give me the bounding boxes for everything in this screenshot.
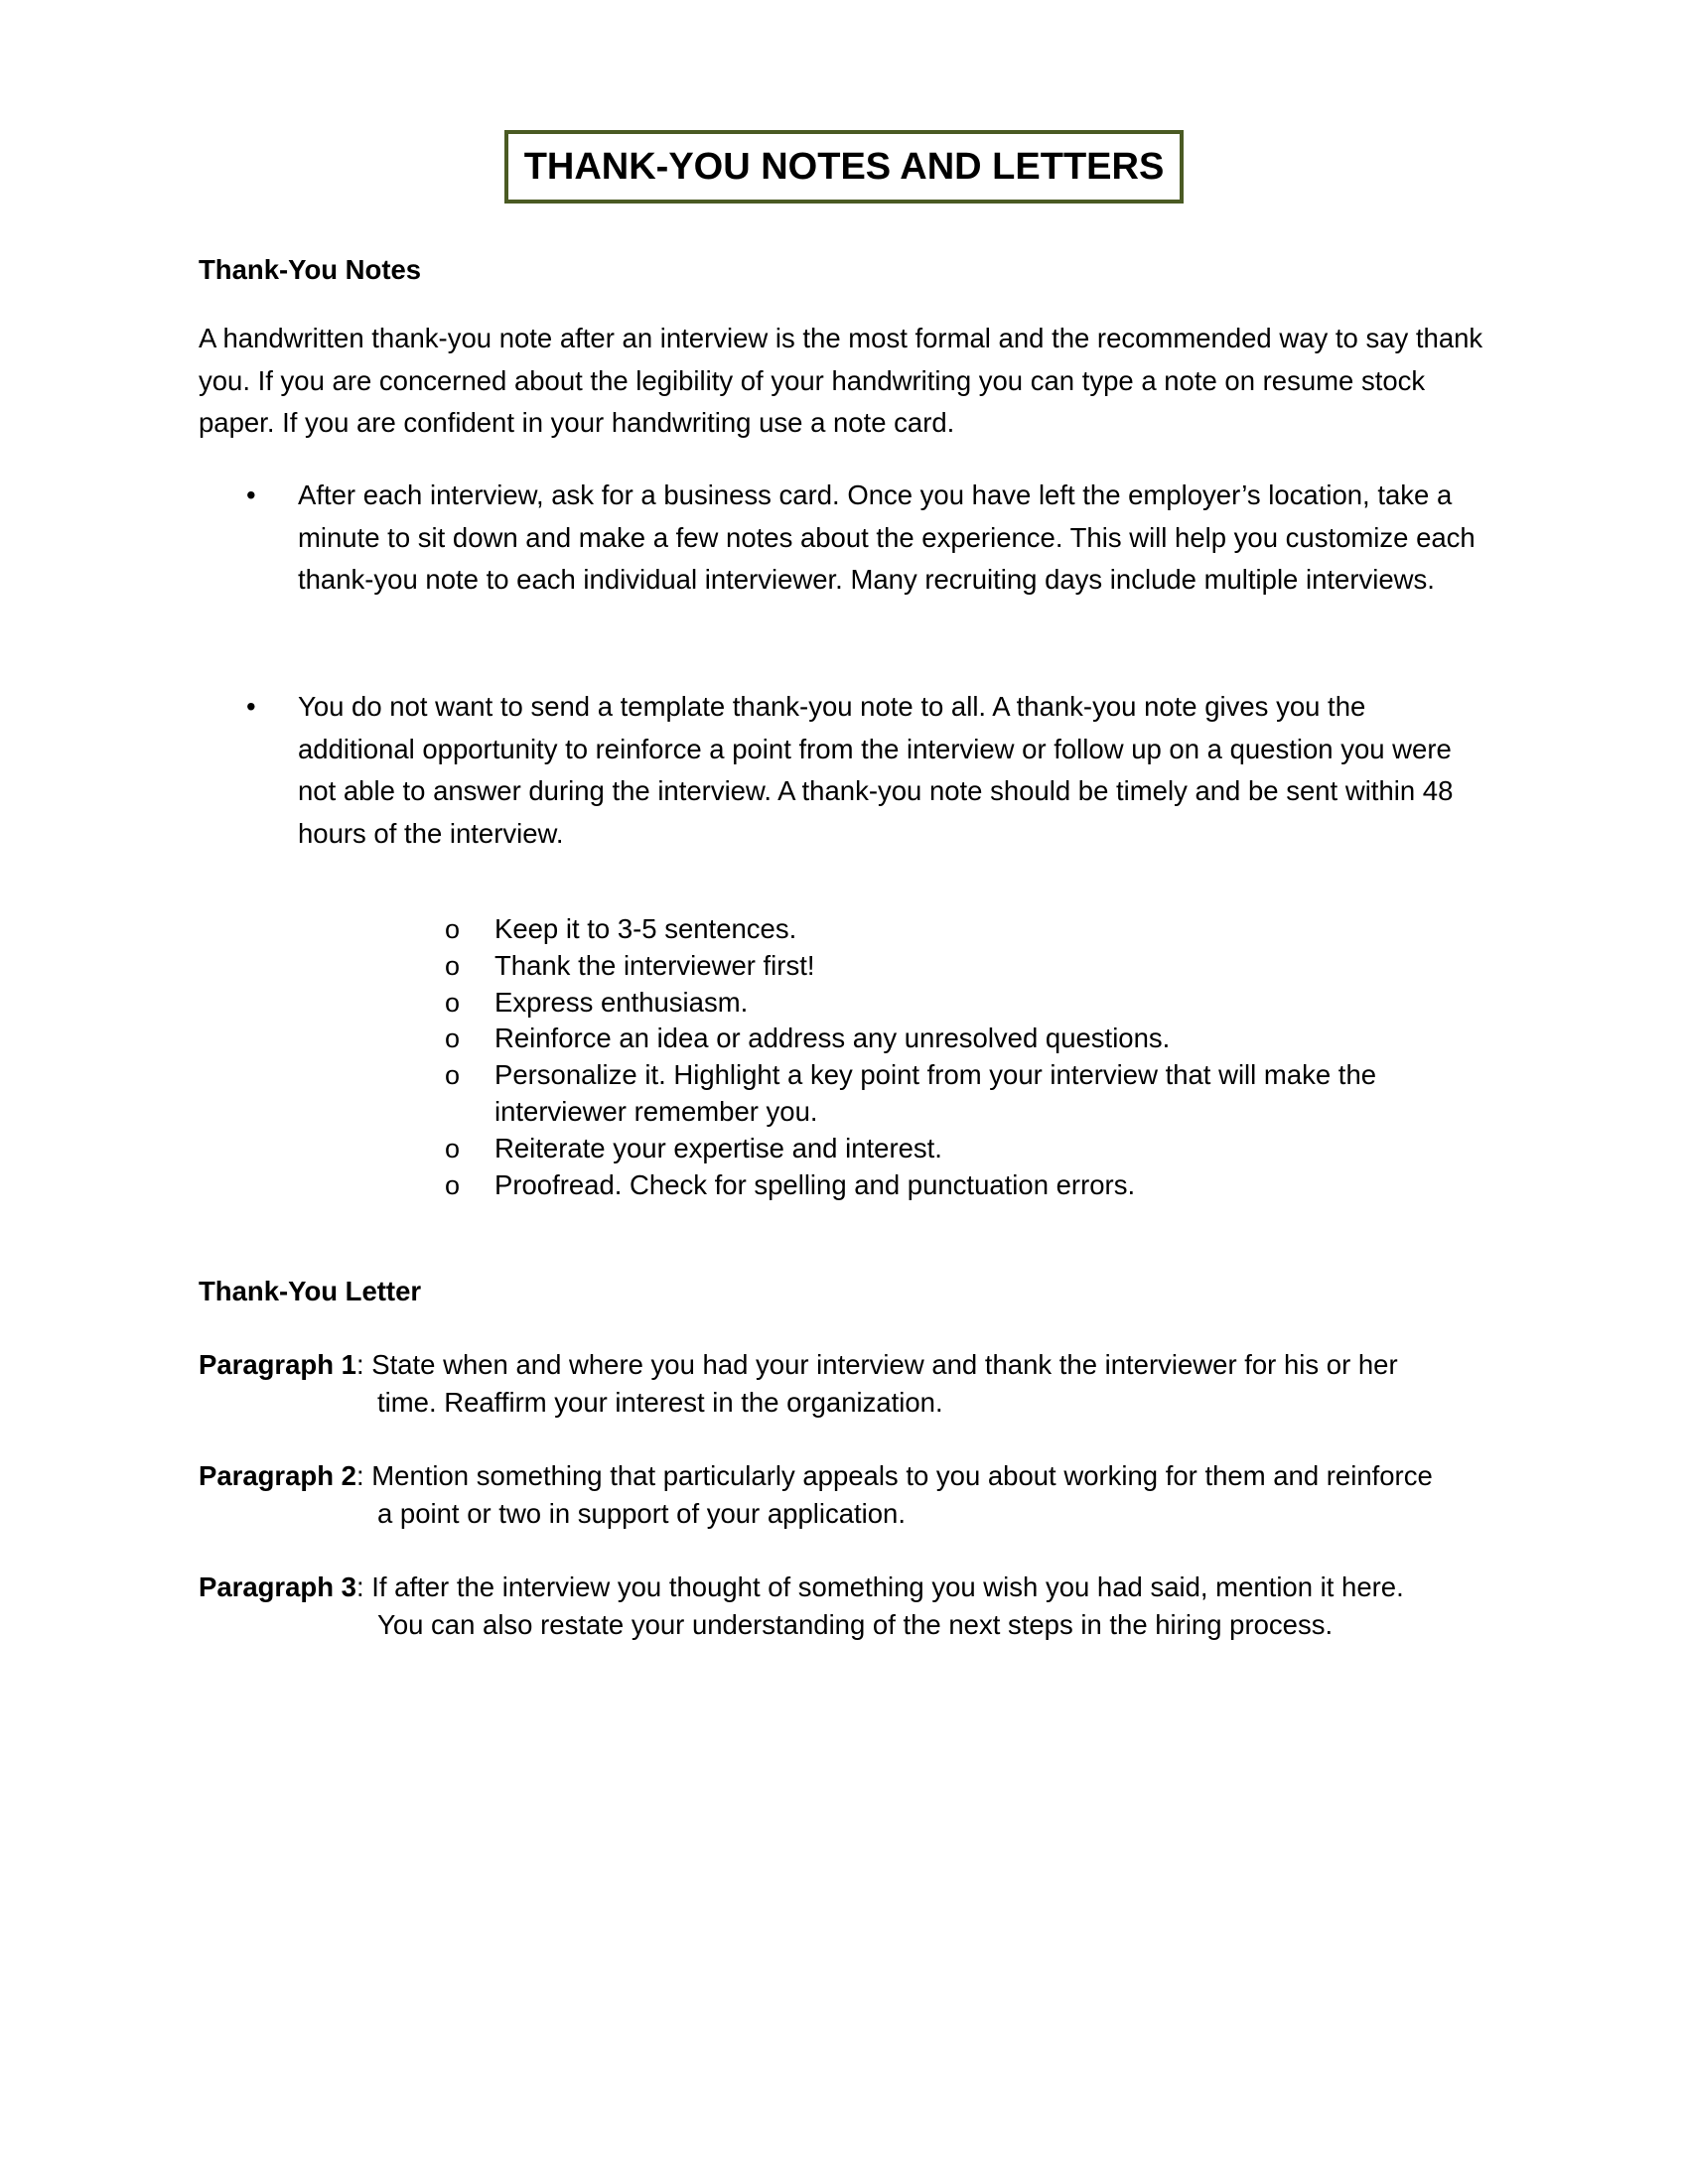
bullet-text: After each interview, ask for a business card. Once you have left the employer’s location, take a minute to sit down and make a few notes about the experience. This will help you customize each thank-you note to each individual interviewer. Many recruiting days include multiple interviews. xyxy=(298,479,1476,595)
paragraph-continuation: time. Reaffirm your interest in the organization. xyxy=(377,1386,943,1418)
sub-bullet-marker: o xyxy=(445,1024,461,1054)
paragraph-first-line: : Mention something that particularly appeals to you about working for them and reinforce xyxy=(355,1460,1433,1491)
sub-bullet-marker: o xyxy=(445,914,461,944)
tip-text: Reinforce an idea or address any unresolved questions. xyxy=(494,1023,1171,1054)
sub-bullet-marker: o xyxy=(445,950,461,981)
tip-text: Reiterate your expertise and interest. xyxy=(494,1132,942,1163)
list-item xyxy=(445,985,1487,1022)
paragraph-label: Paragraph 2 xyxy=(199,1460,356,1491)
bullet-marker: • xyxy=(246,479,256,510)
letter-paragraph-2 xyxy=(199,1457,1489,1532)
paragraph-label: Paragraph 1 xyxy=(199,1349,356,1380)
tip-text: Personalize it. Highlight a key point from your interview that will make the interviewer remember you. xyxy=(494,1059,1377,1127)
list-item xyxy=(445,1057,1487,1131)
paragraph-continuation: a point or two in support of your application. xyxy=(377,1497,906,1529)
list-item xyxy=(445,1021,1487,1057)
tip-text: Proofread. Check for spelling and punctuation errors. xyxy=(494,1168,1136,1200)
letter-paragraph-1 xyxy=(199,1346,1489,1421)
list-item xyxy=(445,911,1487,948)
list-item xyxy=(445,1131,1487,1167)
notes-intro-paragraph: A handwritten thank-you note after an interview is the most formal and the recommended way to say thank you. If you are concerned about the legibility of your handwriting you can type a note on resume stock paper. If you are confident in your handwriting use a note card. xyxy=(199,323,1483,438)
notes-heading-block xyxy=(199,252,1479,288)
paragraph-first-line: : State when and where you had your interview and thank the interviewer for his or her xyxy=(355,1349,1398,1380)
sub-bullet-marker: o xyxy=(445,987,461,1018)
list-item xyxy=(445,1167,1487,1204)
bullet-marker: • xyxy=(246,691,256,722)
sub-bullet-marker: o xyxy=(445,1169,461,1200)
sub-bullet-marker: o xyxy=(445,1133,461,1163)
list-item xyxy=(445,948,1487,985)
bullet-text: You do not want to send a template thank-you note to all. A thank-you note gives you the additional opportunity to reinforce a point from the interview or follow up on a question you were not able to answer during the interview. A thank-you note should be timely and be sent within 48 hours of the interview. xyxy=(298,691,1454,849)
notes-intro-block xyxy=(199,318,1484,445)
letter-heading-block xyxy=(199,1274,1479,1309)
paragraph-first-line: : If after the interview you thought of something you wish you had said, mention it here. xyxy=(355,1571,1404,1602)
title-box xyxy=(504,130,1184,204)
tip-text: Thank the interviewer first! xyxy=(494,949,815,981)
sub-bullet-marker: o xyxy=(445,1060,461,1091)
page-title: THANK-YOU NOTES AND LETTERS xyxy=(523,146,1165,188)
paragraph-label: Paragraph 3 xyxy=(199,1571,356,1602)
paragraph-continuation: You can also restate your understanding of the next steps in the hiring process. xyxy=(377,1608,1334,1640)
tip-text: Keep it to 3-5 sentences. xyxy=(494,913,797,944)
letter-heading: Thank-You Letter xyxy=(199,1276,422,1306)
letter-paragraph-3 xyxy=(199,1569,1489,1643)
notes-heading: Thank-You Notes xyxy=(199,254,422,285)
tip-text: Express enthusiasm. xyxy=(494,986,749,1018)
tips-list xyxy=(445,911,1487,1203)
